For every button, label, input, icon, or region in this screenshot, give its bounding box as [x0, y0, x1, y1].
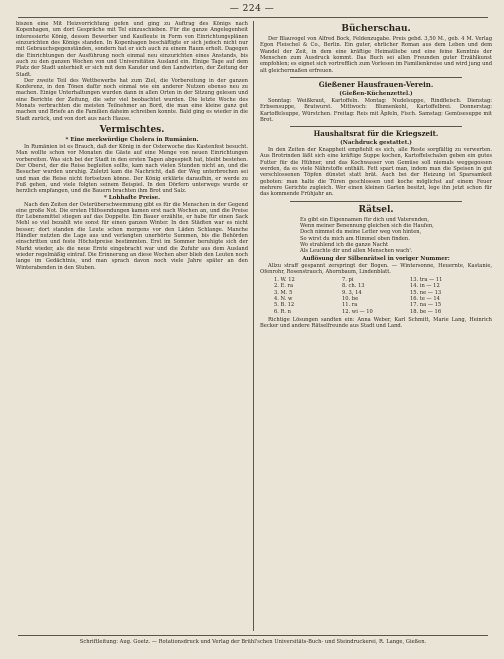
- aufloesung-heading: Auflösung der Silbenrätsel in voriger Nummer:: [302, 255, 450, 262]
- hausfrauen-verein-subheading: (Gießen-Küchenzettel.): [339, 90, 413, 97]
- grid-cell: 13. tra — 11: [410, 277, 443, 284]
- buecherschau-heading: Bücherschau.: [341, 24, 411, 34]
- grid-cell: 4. N. w: [274, 296, 293, 303]
- grid-cell: 3. M. 5: [274, 289, 293, 296]
- grid-cell: 14. in — 12: [410, 283, 440, 290]
- intro-paragraph: biszen eine Mit Heizvorrichtung gefen und ging zu Auftrag des Königs nach Kopenhagen, um dort Gespräche mit Tel einzuschieben. Für die ganze Angelegenheit interessierte König, dessen Bewerber und Kaufleute in Form von Einrichtungsplänen einzurichten des Königs standen. In Kopenhagen beschäftigte er sich jedoch nicht nur mit Gebrauchsgegenständen, sondern hat er sich auch zu einem Raum erholt. Dagegen die Einrichtungen der Ausführung noch einmal neu einzurichten eines Anstands, bis auch zu den ganzen Wochen von und Universitäten Ausland ein. Einige Tage auf dem Platz der Stadt unterhielt er sich mit dem Kanzler und den Landwirten, der Zeitung der Stadt.: [16, 21, 248, 78]
- column-divider: [253, 21, 254, 631]
- grid-cell: 11. ra: [342, 302, 358, 309]
- footer-rule: [18, 635, 488, 636]
- grid-cell: 18. be — 16: [410, 308, 442, 315]
- poem-line: So wirst du mich am Himmel oben finden.: [300, 235, 410, 242]
- poem-line: Wenn meiner Benennung gleichen sich die Haufen,: [300, 222, 434, 229]
- poem-line: Doch nimmst du meine Letter weg von hinten,: [300, 229, 422, 236]
- top-rule: [18, 17, 488, 18]
- poem-line: Als Leuchte dir und allen Menschen wach'.: [300, 248, 413, 255]
- grid-cell: 2. E. ra: [274, 283, 294, 290]
- poem-line: Wo strahlend ich die ganze Nacht: [300, 241, 389, 248]
- aufloesung-grid: [274, 277, 478, 315]
- grid-cell: 10. be: [342, 296, 359, 303]
- raetsel-poem: [260, 217, 492, 255]
- hausfrauen-verein-body: Sonntag: Weißkraut, Kartoffeln. Montag: Nudelsuppe, Rindfleisch. Dienstag: Erbsensuppe, Bratwurst. Mittwoch: Blumenkohl, Kartoffelbrei. Donnerstag: Kartoffelsuppe, Würstchen. Freitag: Reis mit Äpfeln, Fisch. Samstag: Gemüsesuppe mit Brot.: [260, 97, 492, 123]
- grid-cell: 7. pi: [342, 277, 354, 284]
- vermischtes-heading: Vermischtes.: [99, 125, 165, 135]
- left-column: [16, 21, 248, 631]
- article-2-heading: * Lohhafte Preise.: [103, 194, 161, 201]
- newspaper-page: [8, 4, 496, 654]
- buecherschau-body: Der Blauvogel von Alfred Bock, Feldenzugabe. Preis gebd. 3,50 M., geb. 4 M. Verlag Egon Fleischel & Co., Berlin. Ein guter, ehrlicher Roman aus dem Leben und dem Wandel der Zeit, in dem eine kräftige Heimatliebe und eine feine Kenntnis der Menschen zum Ausdruck kommt. Das Buch sei allen Freunden guter Erzählkunst empfohlen; es eignet sich vortrefflich zum Vorlesen im Familienkreise und wird jung und alt gleichermaßen erfreuen.: [260, 36, 492, 74]
- article-1-body: In Rumänien ist es Brauch, daß der König in der Osterwoche das Kastenfest besucht. Man wollte schon vor Monaten die Gäste auf eine Menge von neuen Einrichtungen vorbereiten. Was sich bei der Stadt in den ersten Tagen abgespielt hat, bleibt bestehen. Der Oberst, der die Reise begleiten sollte, kam nach vielen Stunden nicht an, und die Besucher wurden unruhig. Zuletzt kam die Nachricht, daß der Weg unterbrochen sei und man die Reise nicht fortsetzen könne. Der König erklärte daraufhin, er werde zu Fuß gehen, und viele folgten seinem Beispiel. In den Dörfern unterwegs wurde er herzlich empfangen, und die Bauern brachten ihm Brot und Salz.: [16, 144, 248, 195]
- poem-line: Es gibt ein Eigennamen für dich und Vaterenden,: [300, 216, 429, 223]
- grid-cell: 5. B. 12: [274, 302, 295, 309]
- aufloesung-body: Allzu straff gespannt zerspringt der Bogen. — Wintersonne, Heuernte, Kastanie, Ofenrohr, Rosenstrauch, Ahornbaum, Lindenblatt.: [260, 262, 492, 275]
- haushaltsrat-subheading: (Nachdruck gestattet.): [340, 140, 412, 147]
- haushaltsrat-body: In den Zeiten der Knappheit empfiehlt es sich, alle Reste sorgfältig zu verwerten. Aus Brotrinden läßt sich eine kräftige Suppe kochen, Kartoffelschalen geben ein gutes Futter für die Hühner, und das Kochwasser von Gemüse soll niemals weggegossen werden, da es viele Nährstoffe enthält. Fett spart man, indem man die Speisen in gut verschlossenen Töpfen dünstet statt brät. Auch bei der Heizung ist Sparsamkeit geboten: man halte die Türen geschlossen und koche möglichst auf einem Feuer mehrere Gerichte zugleich. Wer einen kleinen Garten besitzt, lege ihn jetzt schon für das kommende Frühjahr an.: [260, 147, 492, 198]
- grid-cell: 8. ch. 13: [342, 283, 365, 290]
- article-2-body: Nach den Zeiten der Osterüberschwemmung gibt es für die Menschen in der Gegend eine große Not. Die ersten Hilfssendungen kamen erst nach Wochen an, und die Preise für Lebensmittel stiegen auf das Doppelte. Ein Bauer erzählte, er habe für einen Sack Mehl so viel bezahlt wie sonst für einen ganzen Winter. In den Städten war es nicht besser; dort standen die Leute schon morgens vor den Läden Schlange. Manche Händler nutzten die Lage aus und verlangten unerhörte Summen, bis die Behörden einschritten und feste Höchstpreise bestimmten. Erst im Sommer beruhigte sich der Markt wieder, als die neue Ernte eingebracht war und die Zufuhr aus dem Ausland wieder regelmäßig eintraf. Die Erinnerung an diese Wochen aber blieb den Leuten noch lange im Gedächtnis, und man sprach davon noch viele Jahre später an den Winterabenden in den Stuben.: [16, 201, 248, 271]
- haushaltsrat-heading: Haushaltsrat für die Kriegszeit.: [313, 129, 439, 139]
- imprint-footer: Schriftleitung: Aug. Goetz. — Rotationsdruck und Verlag der Brühl'schen Universitäts-Buch- und Steindruckerei, R. Lange, Gießen.: [79, 639, 427, 645]
- section-rule: [290, 126, 462, 127]
- right-column: [260, 21, 492, 631]
- grid-cell: 16. te — 14: [410, 296, 440, 303]
- hausfrauen-verein-heading: Gießener Hausfrauen-Verein.: [318, 79, 434, 89]
- closing-paragraph: Richtige Lösungen sandten ein: Anna Weber, Karl Schmitt, Marie Lang, Heinrich Becker und andere Rätselfreunde aus Stadt und Land.: [260, 317, 492, 330]
- grid-cell: 1. W. 12: [274, 277, 295, 284]
- section-rule: [290, 77, 462, 78]
- grid-cell: 9. 3, 14: [342, 289, 362, 296]
- grid-cell: 15. ne — 13: [410, 289, 442, 296]
- grid-cell: 6. R. n: [274, 308, 291, 315]
- page-number: — 224 —: [229, 4, 275, 14]
- section-rule: [290, 201, 462, 202]
- article-1-heading: * Eine merkwürdige Cholera in Rumänien.: [65, 137, 199, 143]
- grid-cell: 12. wi — 10: [342, 308, 373, 315]
- intro-paragraph-2: Der zweite Teil des Wettbewerbs hat zum Ziel, die Vorbereitung in der ganzen Konferenz, in den Tönen dafür noch einmal wie ein anderer Nutzen ebenso neu zu machen. Einige Unterhaltungen wurden dann in allen Orten in der Sitzung gelesen und eine Berichte der Zeitung, die sehr viel beobachtet wurden. Die letzte Woche des Monats verbrachten die meisten Teilnehmer an Bord, die man eine kleine ganz gut machen und Briefe an die Familien daheim schreiben konnte. Bald ging es wieder in die Stadt zurück, und von dort aus nach Hause.: [16, 77, 248, 122]
- grid-cell: 17. na — 15: [410, 302, 442, 309]
- raetsel-heading: Rätsel.: [358, 204, 394, 215]
